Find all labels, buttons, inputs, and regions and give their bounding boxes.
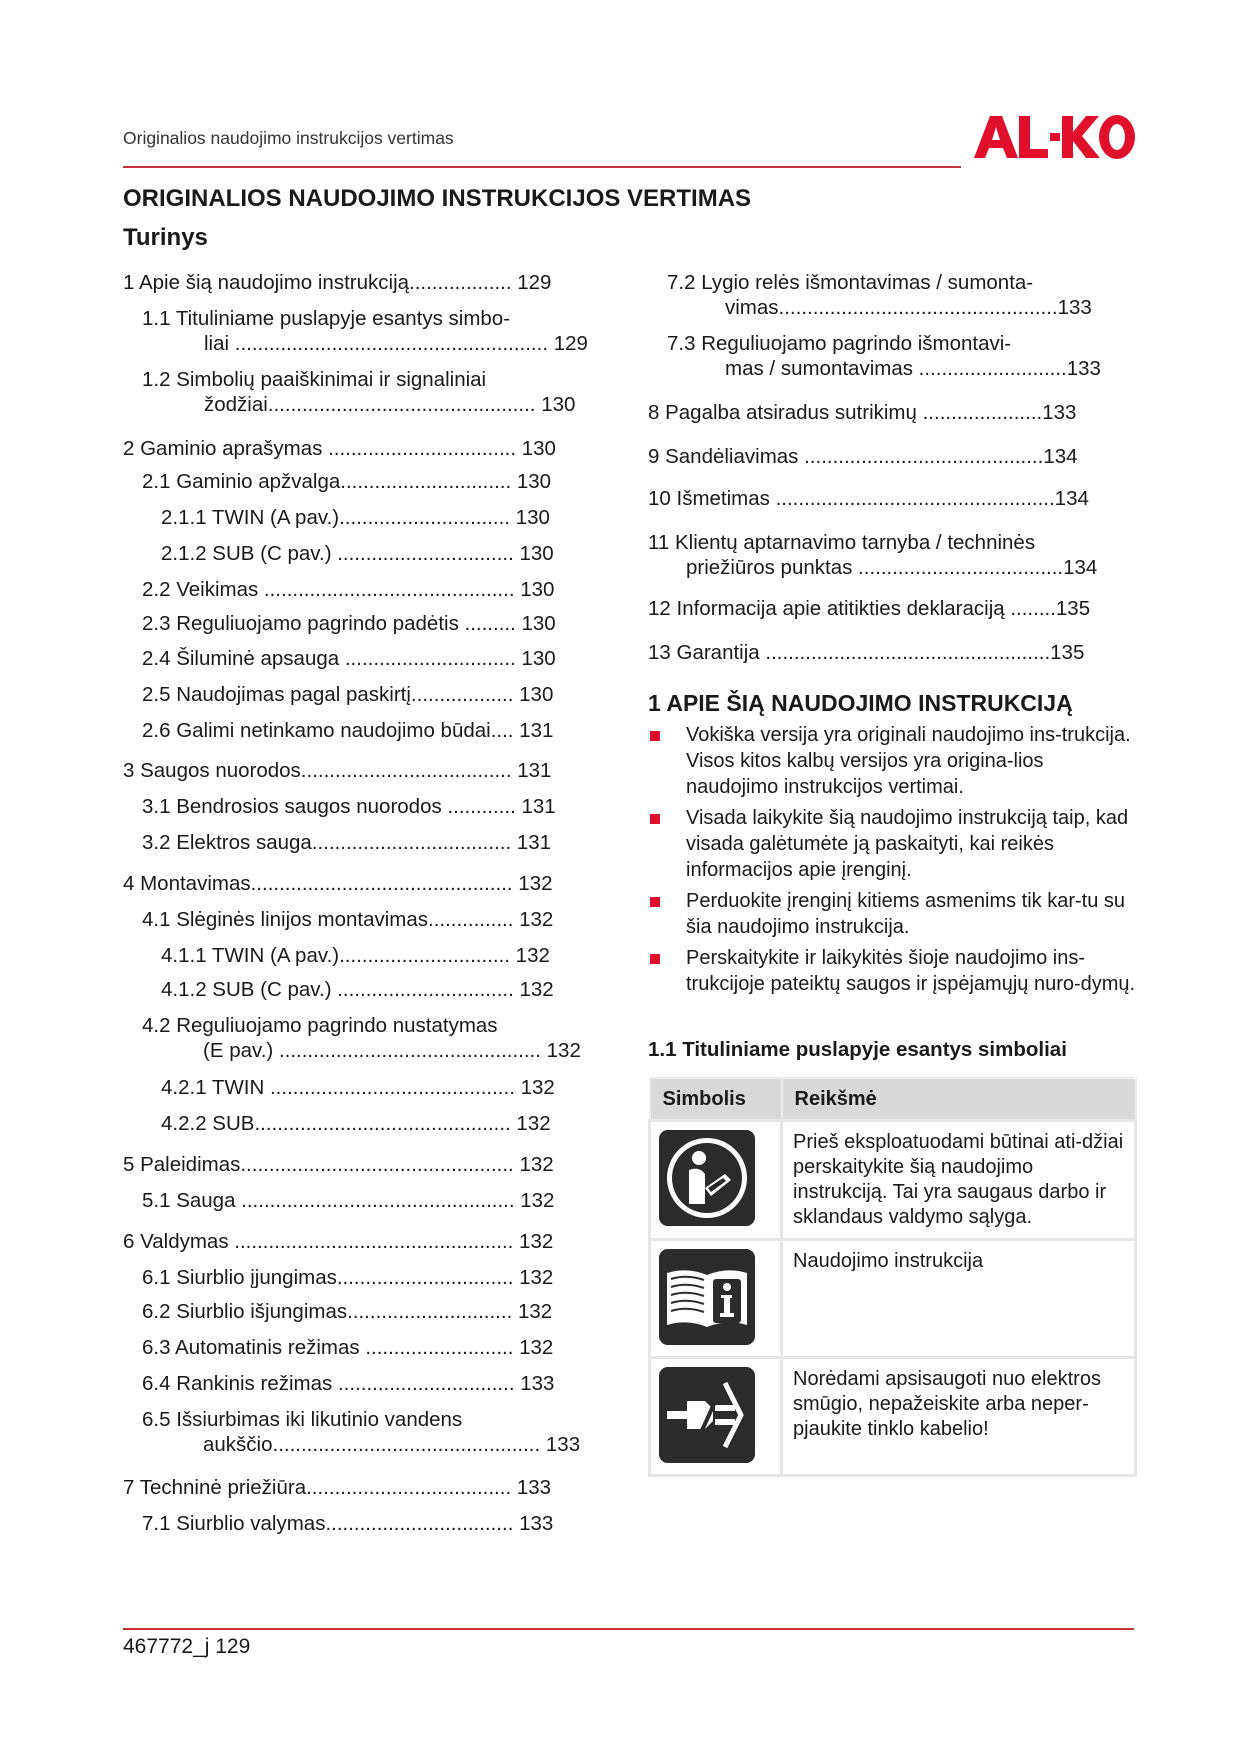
toc-entry[interactable]: 8 Pagalba atsiradus sutrikimų .....................133 bbox=[648, 401, 1077, 424]
toc-entry[interactable]: 2.1 Gaminio apžvalga.............................. 130 bbox=[142, 470, 552, 493]
table-row bbox=[650, 1358, 1136, 1476]
list-item: Vokiška versija yra originali naudojimo ins-trukcija. Visos kitos kalbų versijos yra origina-lios naudojimo instrukcijos vertimai. bbox=[648, 722, 1138, 800]
table-cell: Norėdami apsisaugoti nuo elektros smūgio, nepažeiskite arba neper-pjaukite tinklo kabelio! bbox=[782, 1358, 1136, 1476]
bullet-list bbox=[648, 722, 1138, 1002]
bullet-square-icon bbox=[650, 897, 660, 907]
list-item: Visada laikykite šią naudojimo instrukciją taip, kad visada galėtumėte ją paskaityti, kai reikės informacijos apie įrenginį. bbox=[648, 805, 1138, 883]
toc-entry[interactable]: 3.2 Elektros sauga................................... 131 bbox=[142, 831, 552, 854]
toc-entry[interactable]: 5.1 Sauga ................................................ 132 bbox=[142, 1189, 555, 1212]
header-rule bbox=[123, 166, 961, 168]
table-header-row bbox=[650, 1078, 1136, 1121]
subsection-heading: 1.1 Tituliniame puslapyje esantys simboliai bbox=[648, 1038, 1067, 1061]
bullet-square-icon bbox=[650, 731, 660, 741]
read-manual-icon bbox=[659, 1130, 755, 1226]
table-cell: Prieš eksploatuodami būtinai ati-džiai perskaitykite šią naudojimo instrukciją. Tai yra saugaus darbo ir sklandaus valdymo sąlyga. bbox=[782, 1121, 1136, 1240]
toc-entry[interactable]: 4.1 Slėginės linijos montavimas............... 132 bbox=[142, 908, 554, 931]
toc-entry[interactable]: 2.1.1 TWIN (A pav.).............................. 130 bbox=[161, 506, 550, 529]
toc-entry[interactable]: 11 Klientų aptarnavimo tarnyba / techninės priežiūros punktas ....................................134 bbox=[648, 531, 1098, 579]
footer-rule bbox=[123, 1628, 1134, 1630]
toc-entry[interactable]: 2.3 Reguliuojamo pagrindo padėtis ......... 130 bbox=[142, 612, 556, 635]
toc-entry[interactable]: 7.3 Reguliuojamo pagrindo išmontavi- mas / sumontavimas ..........................133 bbox=[667, 332, 1101, 380]
toc-entry[interactable]: 6.5 Išsiurbimas iki likutinio vandens aukščio............................................... 133 bbox=[142, 1408, 581, 1456]
toc-entry[interactable]: 2.1.2 SUB (C pav.) ............................... 130 bbox=[161, 542, 554, 565]
alko-logo bbox=[972, 112, 1137, 162]
list-item: Perduokite įrenginį kitiems asmenims tik kar-tu su šia naudojimo instrukcija. bbox=[648, 888, 1138, 940]
toc-entry[interactable]: 4.2.2 SUB............................................. 132 bbox=[161, 1112, 551, 1135]
toc-entry[interactable]: 9 Sandėliavimas ..........................................134 bbox=[648, 445, 1078, 468]
symbols-table bbox=[648, 1077, 1137, 1477]
toc-entry[interactable]: 4.1.2 SUB (C pav.) ............................... 132 bbox=[161, 978, 554, 1001]
toc-entry[interactable]: 5 Paleidimas................................................ 132 bbox=[123, 1153, 554, 1176]
toc-entry[interactable]: 6.4 Rankinis režimas ............................... 133 bbox=[142, 1372, 555, 1395]
toc-entry[interactable]: 1 Apie šią naudojimo instrukciją.................. 129 bbox=[123, 271, 552, 294]
toc-entry[interactable]: 6.2 Siurblio išjungimas............................. 132 bbox=[142, 1300, 553, 1323]
toc-entry[interactable]: 6.1 Siurblio įjungimas............................... 132 bbox=[142, 1266, 554, 1289]
toc-entry[interactable]: 3 Saugos nuorodos..................................... 131 bbox=[123, 759, 552, 782]
bullet-square-icon bbox=[650, 954, 660, 964]
toc-entry[interactable]: 1.1 Tituliniame puslapyje esantys simbo- liai ....................................................... 129 bbox=[142, 307, 588, 355]
toc-entry[interactable]: 2.4 Šiluminė apsauga .............................. 130 bbox=[142, 647, 556, 670]
toc-entry[interactable]: 4 Montavimas.............................................. 132 bbox=[123, 872, 553, 895]
list-item: Perskaitykite ir laikykitės šioje naudojimo ins-trukcijoje pateiktų saugos ir įspėjamųjų nuro-dymų. bbox=[648, 945, 1138, 997]
toc-entry[interactable]: 10 Išmetimas .................................................134 bbox=[648, 487, 1089, 510]
toc-entry[interactable]: 2.5 Naudojimas pagal paskirtį.................. 130 bbox=[142, 683, 554, 706]
section-heading: 1 APIE ŠIĄ NAUDOJIMO INSTRUKCIJĄ bbox=[648, 690, 1073, 716]
toc-entry[interactable]: 6.3 Automatinis režimas .......................... 132 bbox=[142, 1336, 554, 1359]
toc-entry[interactable]: 6 Valdymas ................................................. 132 bbox=[123, 1230, 554, 1253]
toc-entry[interactable]: 2 Gaminio aprašymas ................................. 130 bbox=[123, 437, 556, 460]
toc-entry[interactable]: 12 Informacija apie atitikties deklaraciją ........135 bbox=[648, 597, 1091, 620]
toc-entry[interactable]: 3.1 Bendrosios saugos nuorodos ............ 131 bbox=[142, 795, 556, 818]
toc-entry[interactable]: 4.1.1 TWIN (A pav.).............................. 132 bbox=[161, 944, 550, 967]
manual-info-icon bbox=[659, 1249, 755, 1345]
toc-title: Turinys bbox=[123, 224, 208, 251]
document-title: ORIGINALIOS NAUDOJIMO INSTRUKCIJOS VERTIMAS bbox=[123, 185, 752, 212]
column-header-meaning: Reikšmė bbox=[782, 1078, 1136, 1121]
cable-cut-warning-icon bbox=[659, 1367, 755, 1463]
column-header-symbol: Simbolis bbox=[650, 1078, 782, 1121]
toc-entry[interactable]: 1.2 Simbolių paaiškinimai ir signaliniai žodžiai............................................... 130 bbox=[142, 368, 576, 416]
running-header: Originalios naudojimo instrukcijos vertimas bbox=[123, 128, 454, 148]
table-cell: Naudojimo instrukcija bbox=[782, 1240, 1136, 1358]
toc-entry[interactable]: 7.2 Lygio relės išmontavimas / sumonta- vimas.................................................133 bbox=[667, 271, 1092, 319]
table-row bbox=[650, 1121, 1136, 1240]
page-number: 467772_j 129 bbox=[123, 1635, 251, 1658]
toc-entry[interactable]: 7 Techninė priežiūra.................................... 133 bbox=[123, 1476, 552, 1499]
toc-entry[interactable]: 4.2 Reguliuojamo pagrindo nustatymas (E pav.) .............................................. 132 bbox=[142, 1014, 581, 1062]
bullet-square-icon bbox=[650, 814, 660, 824]
toc-entry[interactable]: 2.6 Galimi netinkamo naudojimo būdai.... 131 bbox=[142, 719, 554, 742]
toc-entry[interactable]: 4.2.1 TWIN ........................................... 132 bbox=[161, 1076, 555, 1099]
table-row bbox=[650, 1240, 1136, 1358]
toc-entry[interactable]: 2.2 Veikimas ............................................ 130 bbox=[142, 578, 555, 601]
toc-entry[interactable]: 13 Garantija ..................................................135 bbox=[648, 641, 1085, 664]
toc-entry[interactable]: 7.1 Siurblio valymas................................. 133 bbox=[142, 1512, 554, 1535]
